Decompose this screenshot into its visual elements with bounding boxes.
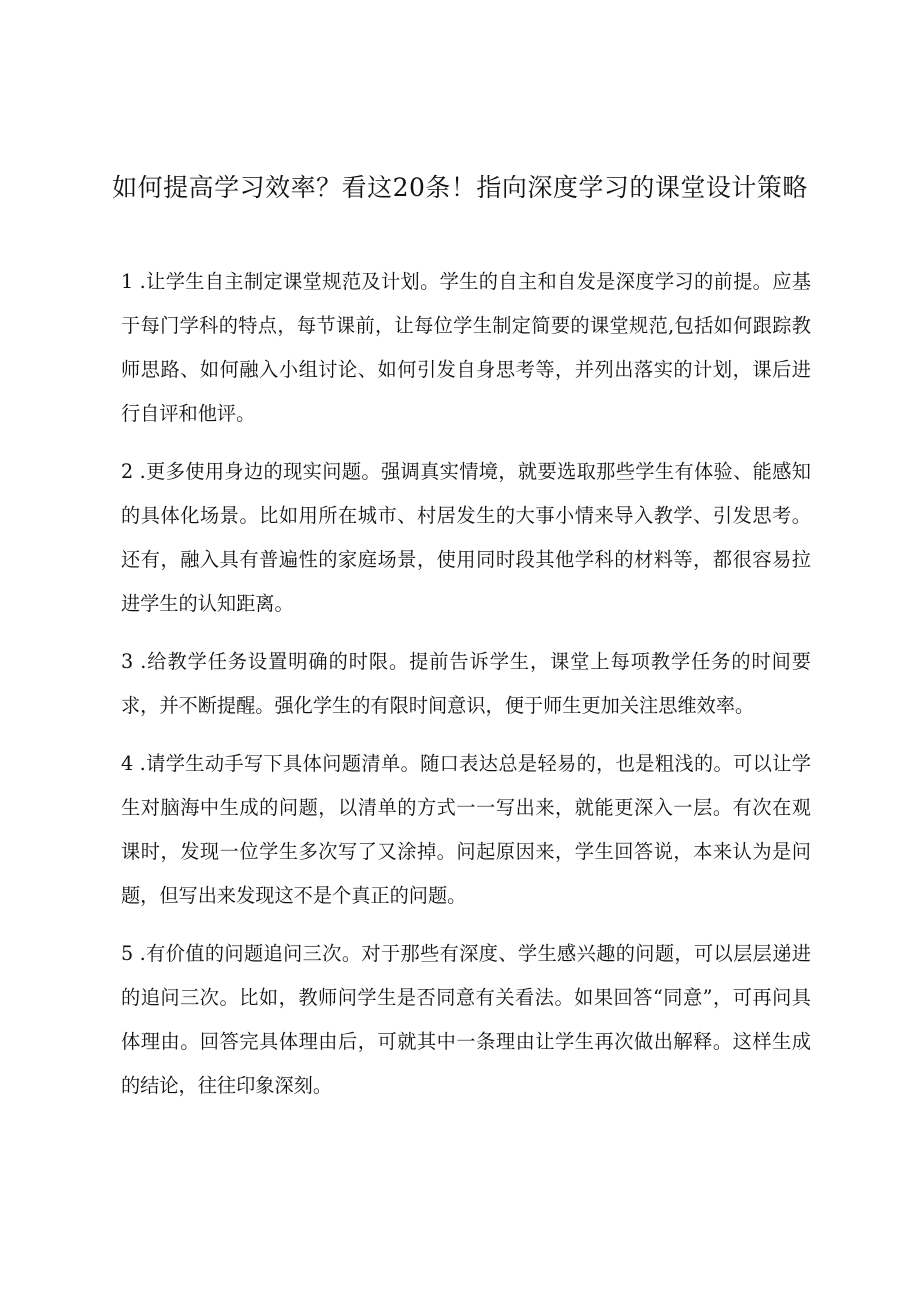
paragraph-5: 5 .有价值的问题追问三次。对于那些有深度、学生感兴趣的问题，可以层层递进的追问三次。比如，教师问学生是否同意有关看法。如果回答“同意”，可再问具体理由。回答完具体理由后，可就其中一条理由让学生再次做出解释。这样生成的结论，往往印象深刻。 <box>121 942 811 1097</box>
paragraph-1: 1 .让学生自主制定课堂规范及计划。学生的自主和自发是深度学习的前提。应基于每门学科的特点，每节课前，让每位学生制定简要的课堂规范,包括如何跟踪教师思路、如何融入小组讨论、如何引发自身思考等，并列出落实的计划，课后进行自评和他评。 <box>121 270 811 425</box>
document-body <box>121 260 811 1122</box>
paragraph-4: 4 .请学生动手写下具体问题清单。随口表达总是轻易的，也是粗浅的。可以让学生对脑海中生成的问题，以清单的方式一一写出来，就能更深入一层。有次在观课时，发现一位学生多次写了又涂掉。问起原因来，学生回答说，本来认为是问题，但写出来发现这不是个真正的问题。 <box>121 752 811 907</box>
document-title: 如何提高学习效率？看这20条！指向深度学习的课堂设计策略 <box>112 173 808 202</box>
paragraph-3: 3 .给教学任务设置明确的时限。提前告诉学生，课堂上每项教学任务的时间要求，并不断提醒。强化学生的有限时间意识，便于师生更加关注思维效率。 <box>121 650 811 717</box>
paragraph-2: 2 .更多使用身边的现实问题。强调真实情境，就要选取那些学生有体验、能感知的具体化场景。比如用所在城市、村居发生的大事小情来导入教学、引发思考。还有，融入具有普遍性的家庭场景，使用同时段其他学科的材料等，都很容易拉进学生的认知距离。 <box>121 460 811 615</box>
